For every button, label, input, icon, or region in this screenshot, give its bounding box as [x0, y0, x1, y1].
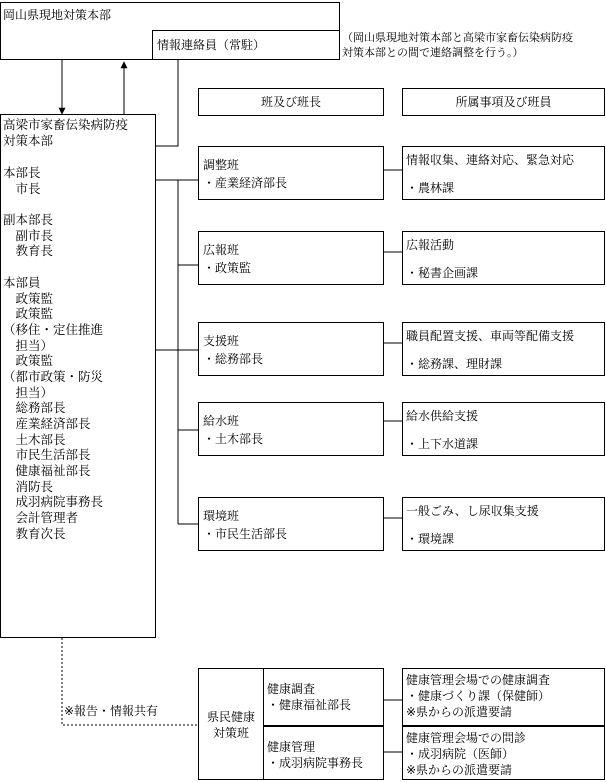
health-sub-name: 健康調査 — [267, 682, 316, 696]
team-leader: ・市民生活部長 — [203, 527, 288, 541]
hq-member-line: 政策監 — [3, 290, 54, 306]
hq-member-line: 担当） — [3, 384, 54, 400]
duty-box — [402, 146, 605, 200]
health-duty-line: ・成羽病院（医師） — [406, 747, 515, 761]
liaison-note-1: （岡山県現地対策本部と高梁市家畜伝染病防疫 — [342, 31, 573, 44]
liaison-connector — [156, 59, 178, 146]
duty-members: ・総務課、理財課 — [406, 357, 503, 371]
hq-member-line: 副本部長 — [3, 212, 54, 228]
health-duty-line: 健康管理会場での問診 — [406, 731, 527, 745]
health-duty-line: ※県からの派遣要請 — [406, 705, 513, 719]
hq-member-line: 産業経済部長 — [3, 416, 91, 431]
hq-member-line: 健康福祉部長 — [3, 463, 91, 479]
takahashi-hq-box — [0, 114, 156, 638]
hq-member-line: 教育次長 — [3, 525, 66, 541]
health-sub-leader: ・健康福祉部長 — [267, 698, 352, 712]
hq-member-line: 消防長 — [3, 478, 54, 494]
team-name: 環境班 — [203, 509, 240, 523]
hq-member-line: 成羽病院事務長 — [3, 494, 104, 510]
health-team-box — [198, 668, 264, 780]
hq-member-line: 政策監 — [3, 306, 54, 322]
team-name: 調整班 — [203, 158, 240, 172]
health-duty-line: ※県からの派遣要請 — [406, 763, 513, 777]
hq-member-line — [3, 259, 103, 275]
hq-member-line: 市民生活部長 — [3, 447, 91, 463]
health-duty-line: 健康管理会場での健康調査 — [406, 673, 551, 687]
hq-member-line: 本部員 — [3, 274, 41, 290]
health-sub-leader: ・成羽病院事務長 — [267, 756, 364, 770]
duty-box — [402, 497, 605, 551]
duty-box — [402, 231, 605, 285]
liaison-note-2: 対策本部との間で連絡調整を行う。） — [342, 46, 524, 59]
hq-member-line: 政策監 — [3, 353, 54, 369]
hq-member-list — [3, 165, 103, 542]
hq-member-line: 本部長 — [3, 165, 41, 180]
team-name: 広報班 — [203, 243, 240, 257]
duty-text: 職員配置支援、車両等配備支援 — [406, 329, 575, 343]
health-sub-name: 健康管理 — [267, 740, 316, 754]
hq-member-line: 担当） — [3, 337, 54, 353]
hq-member-line: 総務部長 — [3, 400, 66, 416]
hq-member-line: （都市政策・防災 — [3, 368, 104, 384]
team-leader: ・土木部長 — [203, 432, 264, 446]
okayama-hq-title: 岡山県現地対策本部 — [3, 8, 112, 22]
duty-text: 一般ごみ、し尿収集支援 — [406, 504, 539, 518]
report-label: ※報告・情報共有 — [64, 704, 159, 718]
team-box — [198, 402, 384, 456]
team-box — [198, 497, 384, 551]
team-box — [198, 146, 384, 200]
health-team-name: 県民健康 対策班 — [206, 710, 255, 740]
health-sub-box — [263, 726, 384, 780]
duty-text: 情報収集、連絡対応、緊急対応 — [406, 153, 575, 167]
team-box — [198, 322, 384, 376]
duty-box — [402, 322, 605, 376]
team-box — [198, 231, 384, 285]
health-duty-box — [402, 726, 605, 780]
team-leader: ・産業経済部長 — [203, 176, 288, 190]
hq-member-line: （移住・定住推進 — [3, 321, 104, 337]
duty-members: ・上下水道課 — [406, 437, 479, 451]
health-duty-box — [402, 668, 605, 726]
health-sub-box — [263, 668, 384, 726]
team-name: 給水班 — [203, 414, 240, 428]
hq-member-line: 会計管理者 — [3, 510, 79, 526]
duty-members: ・秘書企画課 — [406, 266, 479, 280]
health-duty-line: ・健康づくり課（保健師） — [406, 689, 551, 703]
liaison-label: 情報連絡員（常駐） — [157, 38, 266, 52]
duty-text: 給水供給支援 — [406, 409, 479, 423]
hq-member-line: 副市長 — [3, 227, 54, 243]
hq-member-line — [3, 196, 103, 212]
duty-members: ・環境課 — [406, 532, 455, 546]
header-duties: 所属事項及び班員 — [402, 88, 605, 116]
duty-box — [402, 402, 605, 456]
liaison-box — [152, 30, 340, 60]
team-name: 支援班 — [203, 334, 240, 348]
hq-member-line: 市長 — [3, 180, 41, 196]
hq-member-line: 教育長 — [3, 243, 54, 259]
hq-member-line: 土木部長 — [3, 431, 66, 447]
team-leader: ・政策監 — [203, 261, 252, 275]
duty-members: ・農林課 — [406, 181, 455, 195]
duty-text: 広報活動 — [406, 238, 455, 252]
header-team: 班及び班長 — [198, 88, 384, 116]
hq-title: 高梁市家畜伝染病防疫 対策本部 — [3, 117, 129, 148]
team-leader: ・総務部長 — [203, 352, 264, 366]
